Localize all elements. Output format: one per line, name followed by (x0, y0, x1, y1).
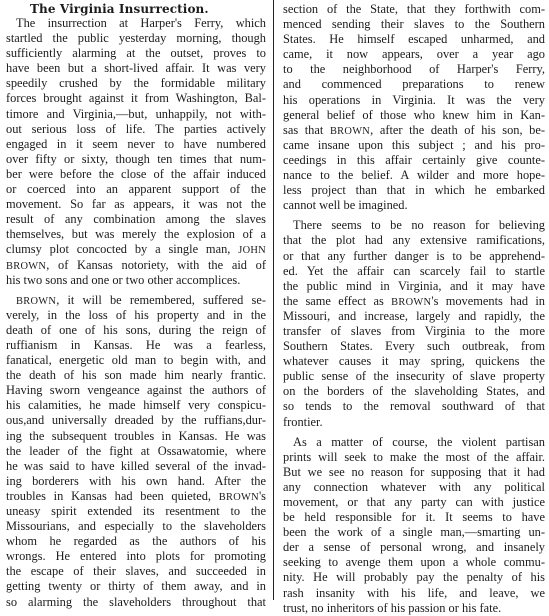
text-line: menced sending their slaves to the Southern (283, 17, 545, 32)
text-line: the public mind in Virginia, and it may have (283, 278, 545, 293)
article-headline: The Virginia Insurrection. (30, 2, 209, 16)
text-line: troubles in Kansas had been quieted, BROWN's (6, 488, 266, 503)
text-line: that the plot had any extensive ramifications, (283, 233, 545, 248)
text-line: movement. So far as appears, it was not the (6, 197, 266, 212)
article-paragraph (283, 435, 545, 616)
text-line: The insurrection at Harper's Ferry, which (16, 16, 266, 30)
column-divider (273, 0, 274, 600)
article-paragraph (283, 218, 545, 429)
text-line: Missourians, and especially to the slaveholders (6, 519, 266, 534)
column-right (283, 2, 545, 616)
text-line: out serious loss of life. The parties actively (6, 121, 266, 136)
text-line: the escape of their slaves, and succeeded in (6, 564, 266, 579)
text-line: BROWN, of Kansas notoriety, with the aid of (6, 257, 266, 272)
text-line: or coerced into an apparent support of the (6, 182, 266, 197)
text-line: der a sense of personal wrong, and insanely (283, 540, 545, 555)
text-line: be held responsible for it. It seems to have (283, 510, 545, 525)
text-line: to the neighborhood of Harper's Ferry, (283, 62, 545, 77)
text-line: ruffianism in Kansas. He was a fearless, (6, 337, 266, 352)
text-line: sas that BROWN, after the death of his son, be- (283, 122, 545, 137)
text-line: As a matter of course, the violent partisan (293, 434, 545, 449)
text-line: his two sons and one or two other accomplices. (6, 272, 241, 287)
article-paragraph (283, 2, 545, 213)
text-line: nity. He will probably pay the penalty of his (283, 570, 545, 585)
text-line: so tends to the removal southward of that (283, 399, 545, 414)
column-right-body (283, 2, 545, 616)
column-left (6, 2, 266, 610)
text-line: his operations in Virginia. It was the very (283, 92, 545, 107)
text-line: ber were before the close of the affair induced (6, 166, 266, 181)
text-line: his calamities, he made himself very conspicu- (6, 398, 266, 413)
text-line: Southern States. Every such outbreak, from (283, 339, 545, 354)
text-line: came insane upon this subject ; and his pro- (283, 137, 545, 152)
text-line: Having sworn vengeance against the authors of (6, 383, 266, 398)
text-line: ing borderers with his own hand. After the (6, 473, 266, 488)
text-line: nance to the belief. A wilder and more hope- (283, 168, 545, 183)
text-line: movement, or that any party can with justice (283, 495, 545, 509)
text-line: the same effect as BROWN's movements had in (283, 293, 545, 308)
text-line: frontier. (283, 414, 323, 429)
text-line: speedily crushed by the formidable military (6, 76, 266, 91)
text-line: whom he regarded as the authors of his (6, 534, 266, 549)
text-line: been the work of a single man,—smarting un- (283, 525, 545, 540)
text-line: forces brought against it from Washington, Bal- (6, 91, 266, 106)
text-line: themselves, but was merely the explosion of a (6, 227, 266, 242)
text-line: ed. Yet the affair can scarcely fail to startle (283, 263, 545, 278)
article-paragraph (6, 293, 266, 610)
text-line: timore and Virginia,—but, unhappily, not with- (6, 106, 266, 121)
text-line: fanatical, energetic old man to begin with, and (6, 353, 266, 368)
text-line: and commenced preparations to renew (283, 77, 545, 92)
text-line: BROWN, it will be remembered, suffered se- (16, 292, 266, 307)
text-line: death of one of his sons, during the reign of (6, 322, 266, 337)
text-line: sufficiently alarming at the outset, proves to (6, 46, 266, 61)
text-line: have been but a short-lived affair. It was very (6, 61, 266, 76)
text-line: getting twenty or thirty of them away, and in (6, 579, 266, 594)
text-line: ceedings in this affair certainly give counte- (283, 152, 545, 167)
text-line: clumsy plot concocted by a single man, JOHN (6, 242, 266, 257)
text-line: section of the State, that they forthwith com- (283, 2, 545, 16)
text-line: prints will seek to make the most of the affair. (283, 449, 545, 464)
text-line: on the borders of the slaveholding States, and (283, 384, 545, 399)
text-line: startled the public yesterday morning, though (6, 31, 266, 46)
text-line: transfer of slaves from Virginia to the more (283, 323, 545, 338)
text-line: so alarming the slaveholders throughout that (6, 594, 266, 609)
text-line: trust, no inheritors of his passion or his fate. (283, 600, 502, 615)
text-line: public sense of the insecurity of slave property (283, 369, 545, 384)
text-line: ous,and universally dreaded by the ruffians,dur- (6, 413, 266, 428)
text-line: less project than that in which he embarked (283, 183, 545, 198)
text-line: any connection whatever with any political (283, 479, 545, 494)
text-line: result of any combination among the slaves (6, 212, 266, 227)
text-line: But we see no reason for supposing that it had (283, 464, 545, 479)
text-line: Missouri, and increase, largely and rapidly, the (283, 308, 545, 323)
text-line: engaged in it seem never to have numbered (6, 136, 266, 151)
text-line: general belief of those who knew him in Kan- (283, 107, 545, 122)
text-line: There seems to be no reason for believing (293, 218, 545, 233)
text-line: came, it now appears, over a year ago (283, 47, 545, 62)
text-line: over fifty or sixty, though ten times that num- (6, 151, 266, 166)
text-line: cannot well be imagined. (283, 198, 408, 213)
text-line: rash insanity with his life, and leave, we (283, 585, 545, 600)
text-line: the death of his son made him nearly frantic. (6, 368, 266, 383)
text-line: he was said to have killed several of the invad- (6, 458, 266, 473)
text-line: States. He himself escaped unharmed, and (283, 32, 545, 47)
text-line: uneasy spirit extended its resentment to the (6, 504, 266, 518)
text-line: or that any further danger is to be apprehend- (283, 248, 545, 263)
text-line: whatever causes it may spring, quickens the (283, 354, 545, 369)
text-line: the leader of the fight at Ossawatomie, where (6, 443, 266, 458)
text-line: verely, in the loss of his property and in the (6, 307, 266, 322)
article-paragraph (6, 16, 266, 288)
text-line: seeking to avenge them upon a whole commu- (283, 555, 545, 570)
text-line: wrongs. He entered into plots for promoting (6, 549, 266, 564)
column-left-body (6, 16, 266, 610)
text-line: ing the subsequent troubles in Kansas. He was (6, 428, 266, 443)
